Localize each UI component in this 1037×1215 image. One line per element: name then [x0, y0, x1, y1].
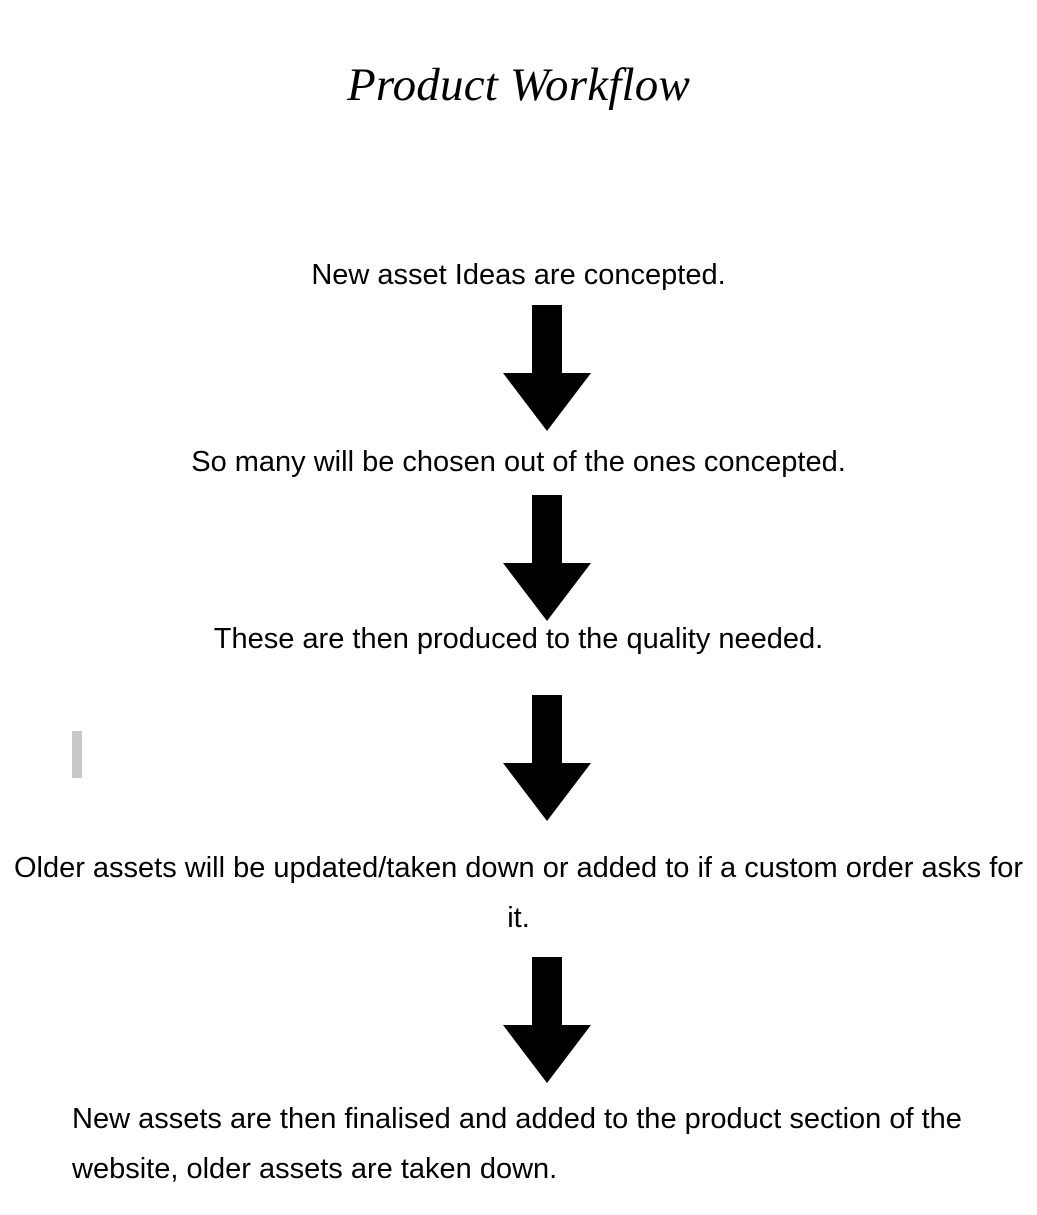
text-cursor-marker: [72, 731, 82, 778]
workflow-step-3: These are then produced to the quality needed.: [213, 623, 824, 655]
workflow-step-4: Older assets will be updated/taken down or added to if a custom order asks for it.: [13, 852, 1024, 934]
workflow-step-2: So many will be chosen out of the ones concepted.: [191, 446, 846, 478]
workflow-step-1: New asset Ideas are concepted.: [311, 259, 726, 291]
down-arrow-icon: [503, 495, 591, 621]
down-arrow-icon: [503, 695, 591, 821]
page-title: Product Workflow: [346, 59, 691, 111]
down-arrow-icon: [503, 957, 591, 1083]
workflow-step-5: New assets are then finalised and added to the product section of the website, older assets are taken down.: [72, 1103, 962, 1185]
down-arrow-icon: [503, 305, 591, 431]
